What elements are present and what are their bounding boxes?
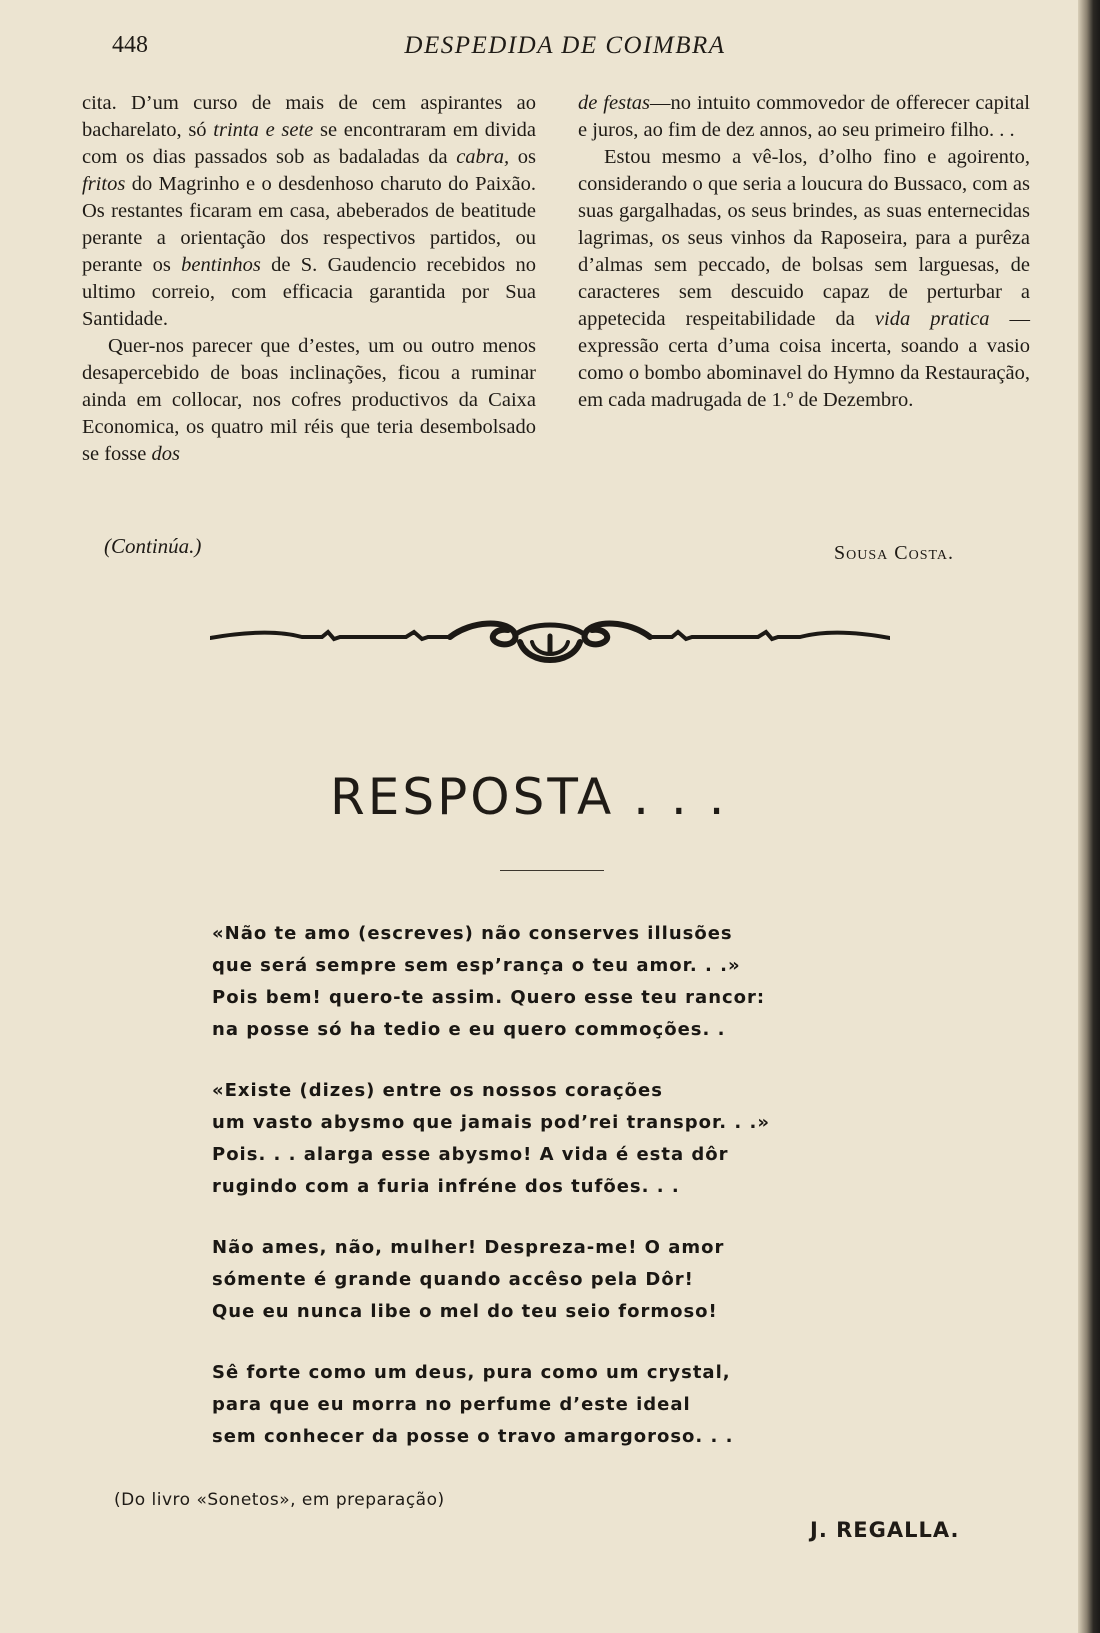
text-run: — expressão certa d’uma coisa incerta, soando a vasio como o bombo abominavel do Hymno da Restauração, em cada madrugada de 1.º de Dezembro.: [578, 308, 1031, 411]
poem-line: «Não te amo (escreves) não conserves illusões: [212, 923, 733, 944]
poem-line: Pois. . . alarga esse abysmo! A vida é esta dôr: [212, 1144, 729, 1165]
poem-author: J. REGALLA.: [810, 1518, 960, 1542]
text-run: Estou mesmo a vê-los, d’olho fino e agoirento, considerando o que seria a loucura do Bussaco, com as suas gargalhadas, os seus brindes, as suas enternecidas lagrimas, os seus vinhos da Raposeira, para a purêza d’almas sem peccado, de bolsas sem larguesas, de caracteres sem descuido capaz de perturbar a appetecida respeitabilidade da: [578, 146, 1030, 330]
left-paragraph-2: [82, 333, 536, 468]
right-paragraph-1: [578, 90, 1030, 144]
poem-line: Pois bem! quero-te assim. Quero esse teu rancor:: [212, 987, 766, 1008]
text-run: —no intuito commovedor de offerecer capital e juros, ao fim de dez annos, ao seu primeiro filho. . .: [578, 92, 1031, 141]
poem-line: sómente é grande quando accêso pela Dôr!: [212, 1269, 694, 1290]
text-run: cita. D’um curso de mais de cem aspirantes ao bacharelato, só: [82, 92, 536, 141]
poem-line: sem conhecer da posse o travo amargoroso. . .: [212, 1426, 734, 1447]
poem-line: Sê forte como um deus, pura como um crystal,: [212, 1362, 731, 1383]
ornament-divider-icon: [210, 612, 890, 688]
source-note: (Do livro «Sonetos», em preparação): [114, 1490, 445, 1510]
poem-line: rugindo com a furia infréne dos tufões. . .: [212, 1176, 680, 1197]
poem-body: [212, 918, 912, 1482]
poem-line: «Existe (dizes) entre os nossos corações: [212, 1080, 663, 1101]
page-edge: [1078, 0, 1100, 1633]
stanza: [212, 1357, 912, 1453]
stanza: [212, 918, 912, 1046]
stanza: [212, 1232, 912, 1328]
poem-line: um vasto abysmo que jamais pod’rei transpor. . .»: [212, 1112, 770, 1133]
right-column: [578, 90, 1030, 414]
italic-run: cabra,: [456, 146, 510, 168]
poem-title: RESPOSTA . . .: [330, 768, 728, 826]
italic-run: dos: [151, 443, 180, 465]
stanza: [212, 1075, 912, 1203]
continued-note: (Continúa.): [104, 534, 202, 558]
left-column: [82, 90, 536, 468]
text-run: os: [509, 146, 536, 168]
running-head: DESPEDIDA DE COIMBRA: [404, 32, 726, 59]
text-run: de S. Gaudencio recebidos no ultimo correio, com efficacia garantida por Sua Santidade.: [82, 254, 537, 330]
poem-line: para que eu morra no perfume d’este ideal: [212, 1394, 691, 1415]
italic-run: fritos: [82, 173, 126, 195]
article-author: Sousa Costa.: [834, 542, 955, 564]
italic-run: bentinhos: [181, 254, 261, 276]
text-run: se encontraram em divida com os dias passados sob as badaladas da: [82, 119, 536, 168]
right-paragraph-2: [578, 144, 1030, 414]
page-number: 448: [112, 32, 148, 58]
italic-run: de festas: [578, 92, 650, 114]
title-rule: [500, 870, 604, 871]
left-paragraph-1: [82, 90, 536, 333]
poem-line: Não ames, não, mulher! Despreza-me! O amor: [212, 1237, 725, 1258]
poem-line: que será sempre sem esp’rança o teu amor. . .»: [212, 955, 741, 976]
italic-run: trinta e sete: [213, 119, 314, 141]
text-run: Quer-nos parecer que d’estes, um ou outro menos desapercebido de boas inclinações, ficou a ruminar ainda em collocar, nos cofres productivos da Caixa Economica, os quatro mil réis que teria desembolsado se fosse: [82, 335, 536, 465]
italic-run: vida pratica: [874, 308, 990, 330]
poem-line: na posse só ha tedio e eu quero commoções. .: [212, 1019, 726, 1040]
text-run: do Magrinho e o desdenhoso charuto do Paixão. Os restantes ficaram em casa, abeberados de beatitude perante a orientação dos respectivos partidos, ou perante os: [82, 173, 536, 276]
poem-line: Que eu nunca libe o mel do teu seio formoso!: [212, 1301, 718, 1322]
